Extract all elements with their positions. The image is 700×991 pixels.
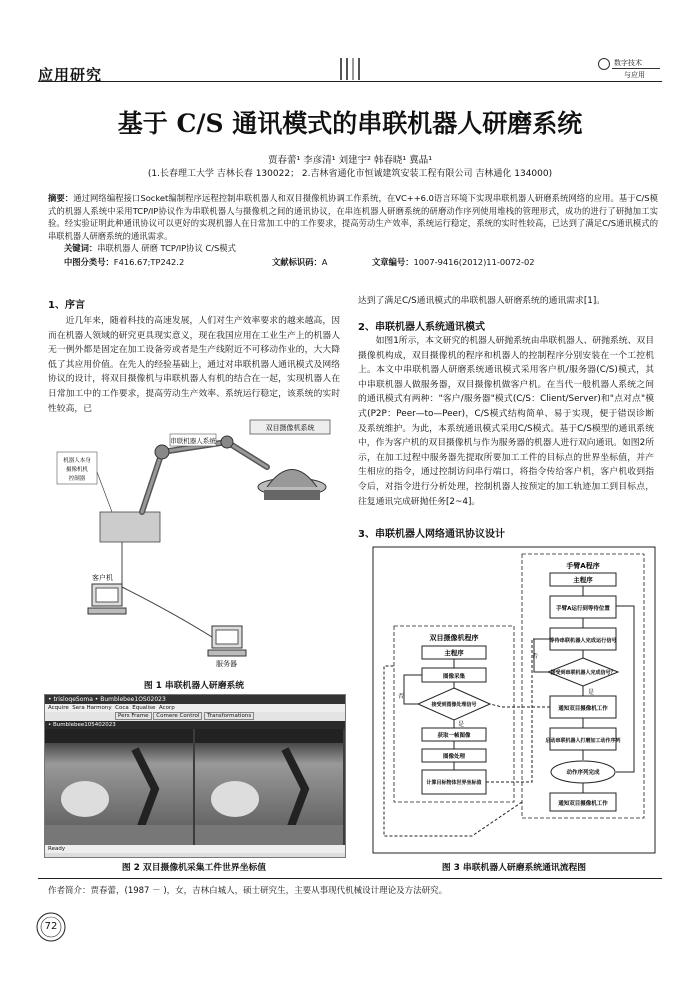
flow-robot-title: 手臂A程序 <box>566 562 600 570</box>
doc-code <box>272 256 327 268</box>
keywords <box>64 242 236 254</box>
footer-rule <box>38 878 662 879</box>
abstract <box>48 192 658 242</box>
fig1-robot-label: 串联机器人系统 <box>170 437 216 445</box>
section-3-title: 3、串联机器人网络通讯协议设计 <box>358 529 505 540</box>
fig2-menu-item: Coca <box>115 705 129 711</box>
keywords-text: 串联机器人 研磨 TCP/IP协议 C/S模式 <box>97 243 236 253</box>
flow-yes-1: 是 <box>588 689 595 696</box>
page-number-badge <box>36 912 66 942</box>
flow-notify-end: 通知双目摄像机工作 <box>558 801 608 807</box>
fig2-stereo-images <box>45 729 345 845</box>
figure-3 <box>372 546 656 854</box>
fig2-menu-item: Sera Harmony <box>72 705 112 711</box>
abstract-text: 通过网络编程接口Socket编制程序远程控制串联机器人和双目摄像机协调工作系统，在VC++6.0语言环境下实现串联机器人研磨系统网络的应用。基于C/S模式的机器人系统中采用TCP/IP协议作为串联机器人与摄像机之间的通讯协议，在串连机器人研磨系统的研磨动作序列使用堆栈的管理形式，成功的进行了研抛加工实验。经实验证明此种通讯协议可以更好的实现机器人在日常加工中的工作要求，提高劳动生产效率，系统运行稳定，系统的实时性较高，已达到了满足C/S通讯模式的串联机器人研磨系统的通讯需求。 <box>48 193 658 241</box>
paper-title: 基于 C/S 通讯模式的串联机器人研磨系统 <box>117 109 583 138</box>
figure-2 <box>44 694 346 858</box>
flow-recv-question: 接受到串联机器人完成信号？ <box>550 670 616 676</box>
section-label: 应用研究 <box>38 66 103 84</box>
figure-3-caption: 图 3 串联机器人研磨系统通讯流程图 <box>441 863 587 873</box>
flow-get-frame: 获取一帧图像 <box>437 733 471 739</box>
affiliations: (1.长春理工大学 吉林长春 130022； 2.吉林省通化市恒诚建筑安装工程有限公司 吉林通化 134000) <box>147 169 553 179</box>
figure-2-caption: 图 2 双目摄像机采集工件世界坐标值 <box>121 863 267 873</box>
fig2-menubar <box>45 704 345 712</box>
fig2-subwindow-title: • Bumblebee105402023 <box>45 721 345 729</box>
section-1-title: 1、序言 <box>48 300 85 311</box>
fig2-tab: Pers Frame <box>115 712 152 720</box>
flow-wait-signal: 等待串联机器人完成运行信号 <box>549 638 617 644</box>
flow-calc-coords: 计算目标物体世界坐标值 <box>426 780 482 786</box>
flow-no-1: 否 <box>532 653 539 660</box>
fig2-statusbar: Ready <box>45 845 345 853</box>
abstract-label: 摘要： <box>48 193 74 203</box>
cls-label: 中图分类号： <box>64 257 114 267</box>
flow-main-2: 主程序 <box>444 649 464 657</box>
article-value: 1007-9416(2012)11-0072-02 <box>413 257 535 267</box>
logo-bottom-text: 与应用 <box>624 71 645 79</box>
section-1-body: 近几年来，随着科技的高速发展，人们对生产效率要求的越来越高，因而在机器人领域的研究更具现实意义，现在我国应用在工业生产上的机器人无一例外都是固定在加工设备旁或者是生产线附近不可移动作业的，大大降低了其应用价值。在先人的经验基础上，通过对串联机器人通讯模式及网络协议的设计，将双目摄像机与串联机器人有机的结合在一起，实现机器人在日常加工中的工作要求，提高劳动生产效率、系统运行稳定，该系统的实时性较高，已 <box>48 316 340 414</box>
article-label: 文章编号： <box>372 257 414 267</box>
flow-notify-camera: 通知双目摄像机工作 <box>558 706 608 712</box>
flow-done-question: 动作序列完成 <box>566 770 600 776</box>
cls-value: F416.67;TP242.2 <box>113 257 185 267</box>
author-list: 贾春蕾¹ 李彦清¹ 刘建宇² 韩春晓¹ 冀晶¹ <box>267 155 433 166</box>
figure-1-caption: 图 1 串联机器人研磨系统 <box>143 681 245 691</box>
flow-capture: 图像采集 <box>442 674 466 680</box>
fig1-server-label: 服务器 <box>216 660 237 668</box>
doc-value: A <box>321 257 328 267</box>
author-bio: 作者简介：贾春蕾，(1987 － )，女，吉林白城人，硕士研究生，主要从事现代机械设计理论及方法研究。 <box>48 886 448 896</box>
page-number: 72 <box>44 921 58 932</box>
fig1-controller-1: 机器人本身 <box>63 458 91 464</box>
flow-arm-move: 手臂A运行到等待位置 <box>556 606 610 612</box>
doc-label: 文献标识码： <box>272 257 322 267</box>
fig1-controller-2: 摄像机机 <box>65 467 89 473</box>
header-rule <box>38 81 662 82</box>
flow-camera-title: 双目摄像机程序 <box>429 634 479 642</box>
fig2-menu-item: Acquire <box>48 705 69 711</box>
fig1-client-label: 客户机 <box>92 574 113 582</box>
fig2-titlebar: • trisloqeSoma • Bumblebee1OS02023 <box>45 695 345 704</box>
fig2-tab: Transformations <box>204 712 254 720</box>
section-2-title: 2、串联机器人系统通讯模式 <box>358 322 485 333</box>
flow-recv-image-question: 接受到图像处理信号 <box>431 702 477 708</box>
flow-image-process: 图像处理 <box>442 754 466 760</box>
fig1-camera-label: 双目摄像机系统 <box>265 424 315 432</box>
flow-yes-2: 是 <box>458 721 465 728</box>
flow-no-2: 否 <box>398 693 405 700</box>
section-2-body: 如图1所示，本文研究的机器人研抛系统由串联机器人、研抛系统、双目摄像机构成，双目摄像机的程序和机器人的控制程序分别安装在一个工控机上。本文中串联机器人研磨系统通讯模式采用客户机/服务器(C/S)模式，其中串联机器人做服务器，双目摄像机做客户机。在当代一般机器人系统之间的通讯模式有两种："客户/服务器"模式(C/S：Client/Server)和"点对点"模式(P2P：Peer—to—Peer)，C/S模式结构简单、易于实现，便于错误诊断及系统维护。为此，本系统通讯模式采用C/S模式。基于C/S模型的通讯系统中，作为客户机的双目摄像机与作为服务器的机器人进行双向通讯。如图2所示，在加工过程中服务器先提取所要加工工件的目标点的世界坐标值，并产生相应的指令，通过控制访问串行端口，将指令传给客户机，客户机收到指令后，对指令进行分析处理，控制机器人按预定的加工轨迹加工到目标点，往复通讯完成研抛任务[2~4]。 <box>358 336 654 507</box>
keywords-label: 关键词： <box>64 243 98 253</box>
fig2-toolbar <box>45 712 345 721</box>
logo-top-text: 数字技术 <box>614 59 642 67</box>
flow-main-1: 主程序 <box>573 576 593 584</box>
classification <box>64 256 184 268</box>
fig1-controller-3: 控制器 <box>68 476 86 482</box>
header-ornament <box>340 58 362 80</box>
fig2-tab: Comere Control <box>153 712 202 720</box>
fig2-menu-item: Equalise <box>132 705 156 711</box>
flow-start-robot: 启动串联机器人打磨加工动作序列 <box>545 738 621 744</box>
article-number <box>372 256 535 268</box>
figure-1 <box>52 412 342 672</box>
journal-logo <box>598 58 662 82</box>
intro-continued: 达到了满足C/S通讯模式的串联机器人研磨系统的通讯需求[1]。 <box>358 296 606 306</box>
fig2-menu-item: Acorp <box>158 705 175 711</box>
